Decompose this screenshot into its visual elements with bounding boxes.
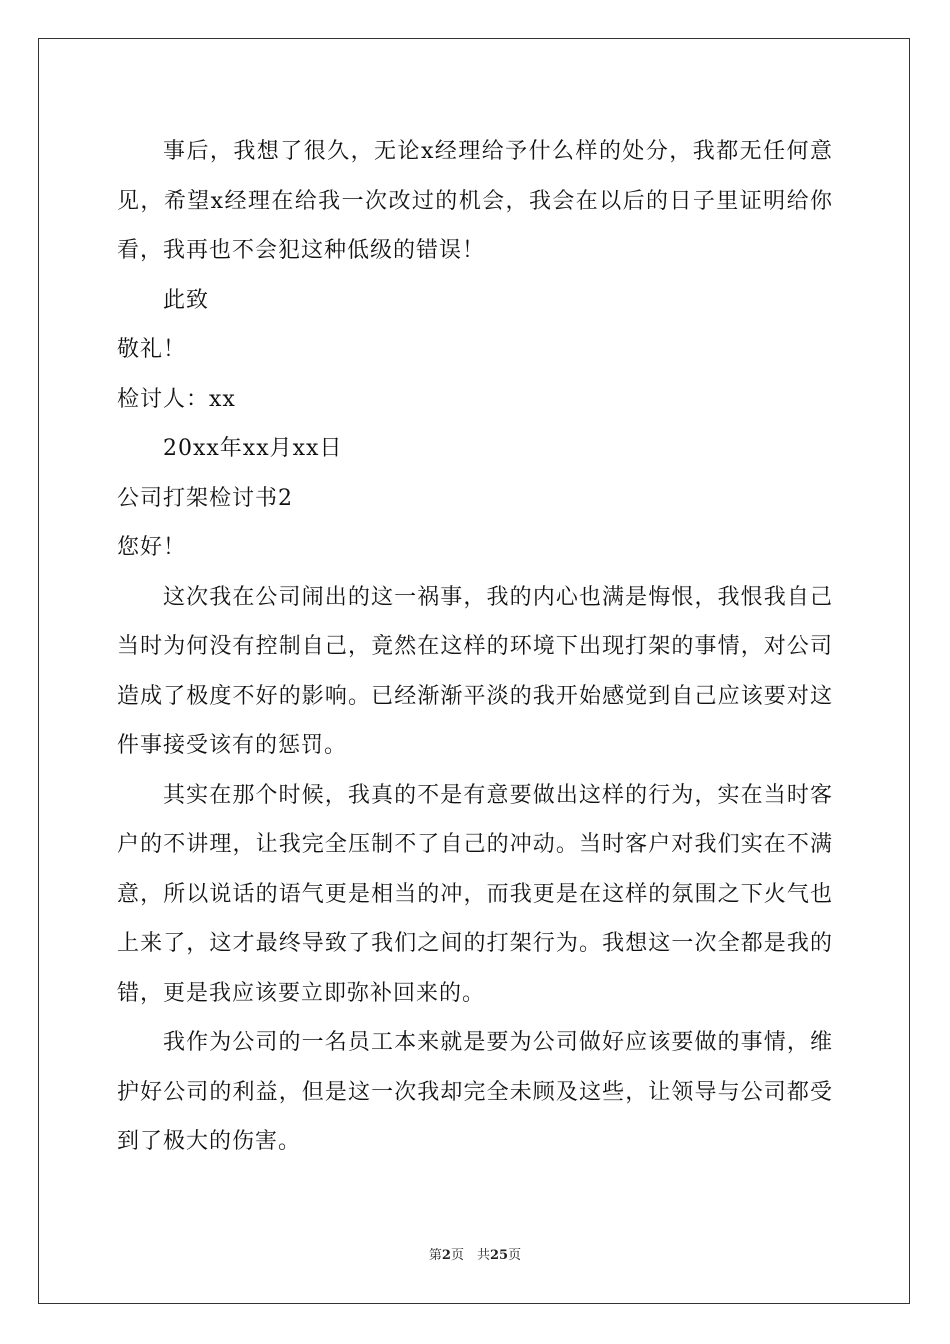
closing-regards: 敬礼！: [117, 337, 187, 362]
footer-page-mid: 页 共: [450, 1248, 490, 1263]
date-line: 20xx年xx月xx日: [163, 436, 343, 461]
footer-page-prefix: 第: [428, 1248, 442, 1263]
paragraph-3: 其实在那个时候，我真的不是有意要做出这样的行为，实在当时客户的不讲理，让我完全压制不了自己的冲动。当时客户对我们实在不满意，所以说话的语气更是相当的冲，而我更是在这样的氛围之下火气也上来了，这才最终导致了我们之间的打架行为。我想这一次全都是我的错，更是我应该要立即弥补回来的。: [117, 782, 833, 1006]
section-title: 公司打架检讨书2: [117, 485, 293, 511]
page-footer: [0, 1244, 950, 1263]
paragraph-2: 这次我在公司闹出的这一祸事，我的内心也满是悔恨，我恨我自己当时为何没有控制自己，竟然在这样的环境下出现打架的事情，对公司造成了极度不好的影响。已经渐渐平淡的我开始感觉到自己应该要对这件事接受该有的惩罚。: [117, 584, 833, 758]
greeting: 您好！: [117, 535, 187, 560]
footer-total-pages: 25: [489, 1248, 509, 1263]
document-body: [117, 127, 833, 1167]
signer-line: 检讨人：xx: [117, 386, 236, 412]
closing-salutation: 此致: [163, 287, 210, 313]
footer-page-number: 2: [441, 1248, 451, 1263]
footer-page-suffix: 页: [508, 1248, 522, 1263]
paragraph-4: 我作为公司的一名员工本来就是要为公司做好应该要做的事情，维护好公司的利益，但是这一次我却完全未顾及这些，让领导与公司都受到了极大的伤害。: [117, 1030, 833, 1154]
paragraph-1: 事后，我想了很久，无论x经理给予什么样的处分，我都无任何意见，希望x经理在给我一次改过的机会，我会在以后的日子里证明给你看，我再也不会犯这种低级的错误！: [117, 139, 833, 263]
